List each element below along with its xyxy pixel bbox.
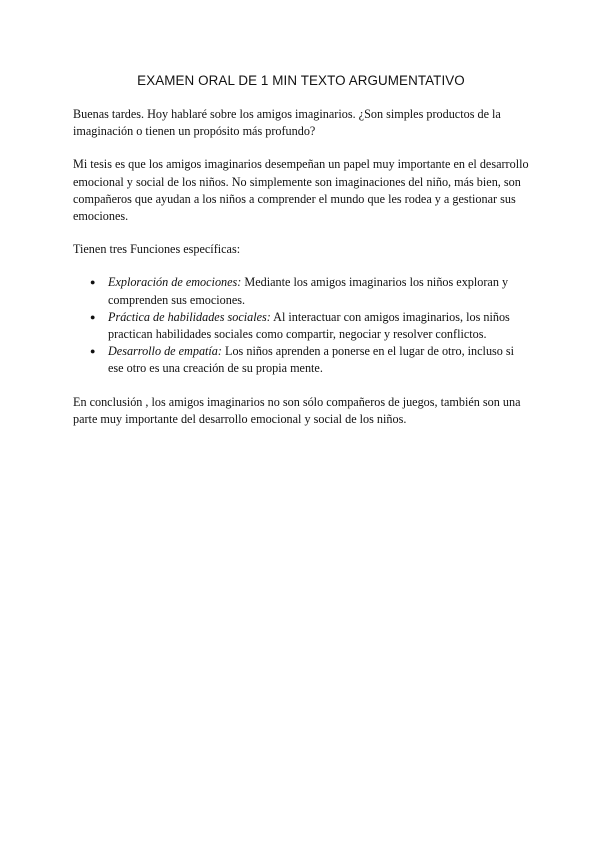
intro-paragraph: Buenas tardes. Hoy hablaré sobre los amigos imaginarios. ¿Son simples productos de la imaginación o tienen un propósito más profundo? [73, 107, 501, 139]
list-item [73, 343, 529, 377]
thesis-paragraph: Mi tesis es que los amigos imaginarios desempeñan un papel muy importante en el desarrollo emocional y social de los niños. No simplemente son imaginaciones del niño, más bien, son compañeros que ayudan a los niños a comprender el mundo que les rodea y a gestionar sus emociones. [73, 157, 529, 224]
functions-intro-paragraph: Tienen tres Funciones específicas: [73, 242, 241, 257]
document-title: EXAMEN ORAL DE 1 MIN TEXTO ARGUMENTATIVO [137, 73, 465, 88]
function-text: Al interactuar con amigos imaginarios, los niños practican habilidades sociales como compartir, negociar y resolver conflictos. [108, 309, 510, 342]
functions-list [73, 274, 529, 377]
function-text: Mediante los amigos imaginarios los niños exploran y comprenden sus emociones. [108, 275, 509, 307]
function-term: Desarrollo de empatía: [108, 344, 222, 359]
document-body [73, 72, 529, 444]
list-item [73, 274, 529, 308]
function-term: Práctica de habilidades sociales: [108, 309, 271, 324]
bullet-icon: ● [90, 346, 96, 357]
function-term: Exploración de emociones: [108, 275, 242, 290]
function-text: Los niños aprenden a ponerse en el lugar de otro, incluso si ese otro es una creación de su propia mente. [108, 344, 515, 376]
conclusion-paragraph: En conclusión , los amigos imaginarios no son sólo compañeros de juegos, también son una parte muy importante del desarrollo emocional y social de los niños. [73, 394, 521, 426]
list-item [73, 309, 529, 343]
bullet-icon: ● [90, 311, 96, 322]
bullet-icon: ● [90, 277, 96, 288]
